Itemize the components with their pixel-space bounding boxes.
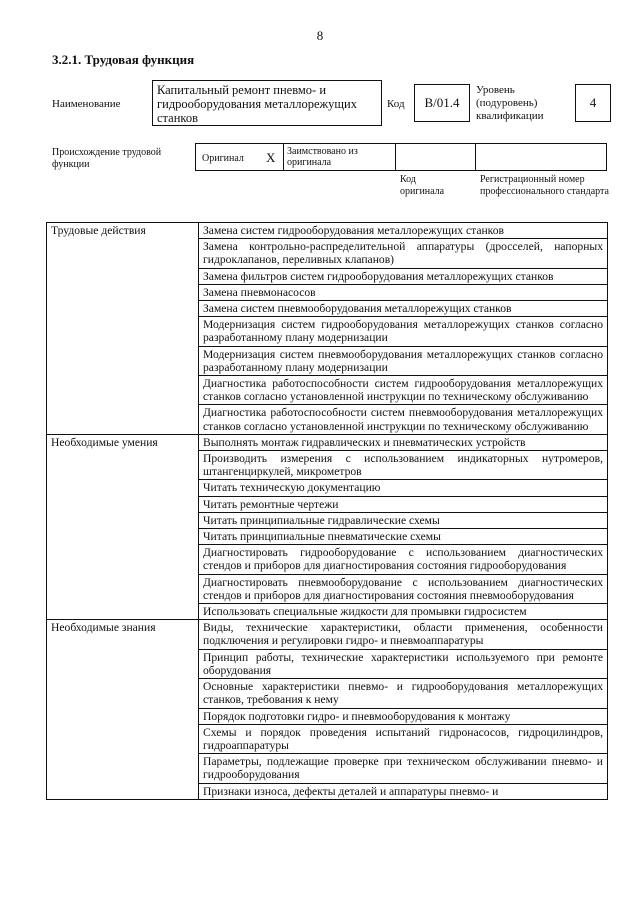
level-label: Уровень (подуровень) квалификации	[476, 84, 544, 122]
table-row	[47, 620, 608, 649]
registration-number-cell	[476, 144, 606, 170]
knowledge-item: Принцип работы, технические характеристики используемого при ремонте оборудования	[199, 649, 608, 678]
actions-category-label: Трудовые действия	[47, 223, 199, 435]
skills-item: Читать принципиальные гидравлические схемы	[199, 512, 608, 528]
original-code-cell	[396, 144, 476, 170]
table-row	[47, 434, 608, 450]
knowledge-item: Порядок подготовки гидро- и пневмооборудования к монтажу	[199, 708, 608, 724]
table-row	[47, 223, 608, 239]
knowledge-item: Параметры, подлежащие проверке при техническом обслуживании пневмо- и гидрооборудования	[199, 754, 608, 783]
skills-category-label: Необходимые умения	[47, 434, 199, 619]
skills-item: Читать принципиальные пневматические схемы	[199, 529, 608, 545]
knowledge-category-label: Необходимые знания	[47, 620, 199, 799]
knowledge-item: Основные характеристики пневмо- и гидрооборудования металлорежущих станков, требования к нему	[199, 679, 608, 708]
knowledge-item: Схемы и порядок проведения испытаний гидронасосов, гидроцилиндров, гидроаппаратуры	[199, 724, 608, 753]
skills-item: Диагностировать пневмооборудование с использованием диагностических стендов и приборов для диагностирования состояния пневмооборудования	[199, 574, 608, 603]
skills-item: Диагностировать гидрооборудование с использованием диагностических стендов и приборов для диагностирования состояния гидрооборудования	[199, 545, 608, 574]
origin-label: Происхождение трудовой функции	[52, 147, 162, 170]
caption-registration: Регистрационный номер профессионального стандарта	[480, 174, 609, 197]
actions-item: Диагностика работоспособности систем гидрооборудования металлорежущих станков согласно установленной инструкции по техническому обслуживанию	[199, 376, 608, 405]
actions-item: Замена систем гидрооборудования металлорежущих станков	[199, 223, 608, 239]
code-value: B/01.4	[414, 84, 470, 122]
actions-item: Диагностика работоспособности систем пневмооборудования металлорежущих станков согласно установленной инструкции по техническому обслуживанию	[199, 405, 608, 434]
skills-item: Использовать специальные жидкости для промывки гидросистем	[199, 604, 608, 620]
actions-item: Модернизация систем гидрооборудования металлорежущих станков согласно разработанному плану модернизации	[199, 317, 608, 346]
origin-row	[195, 143, 607, 171]
section-title: 3.2.1. Трудовая функция	[52, 52, 195, 67]
actions-item: Модернизация систем пневмооборудования металлорежущих станков согласно разработанному плану модернизации	[199, 346, 608, 375]
level-value: 4	[575, 84, 611, 122]
function-table	[46, 222, 608, 800]
page-number: 8	[316, 28, 324, 43]
skills-item: Читать ремонтные чертежи	[199, 496, 608, 512]
skills-item: Выполнять монтаж гидравлических и пневматических устройств	[199, 434, 608, 450]
code-label: Код	[387, 98, 405, 110]
actions-item: Замена систем пневмооборудования металлорежущих станков	[199, 301, 608, 317]
knowledge-item: Виды, технические характеристики, области применения, особенности подключения и регулировки гидро- и пневмоаппаратуры	[199, 620, 608, 649]
name-label: Наименование	[52, 98, 121, 110]
original-label: Оригинал	[202, 153, 244, 164]
skills-item: Производить измерения с использованием индикаторных нутромеров, штангенциркулей, микрометров	[199, 451, 608, 480]
skills-item: Читать техническую документацию	[199, 480, 608, 496]
original-mark: X	[266, 150, 276, 165]
actions-item: Замена фильтров систем гидрооборудования металлорежущих станков	[199, 268, 608, 284]
caption-code: Код оригинала	[400, 174, 445, 197]
function-name: Капитальный ремонт пневмо- и гидрооборудования металлорежущих станков	[152, 80, 382, 126]
original-cell	[196, 144, 284, 170]
actions-item: Замена контрольно-распределительной аппаратуры (дросселей, напорных гидроклапанов, переливных клапанов)	[199, 239, 608, 268]
knowledge-item: Признаки износа, дефекты деталей и аппаратуры пневмо- и	[199, 783, 608, 799]
actions-item: Замена пневмонасосов	[199, 284, 608, 300]
borrowed-label: Заимствовано из оригинала	[284, 144, 396, 170]
